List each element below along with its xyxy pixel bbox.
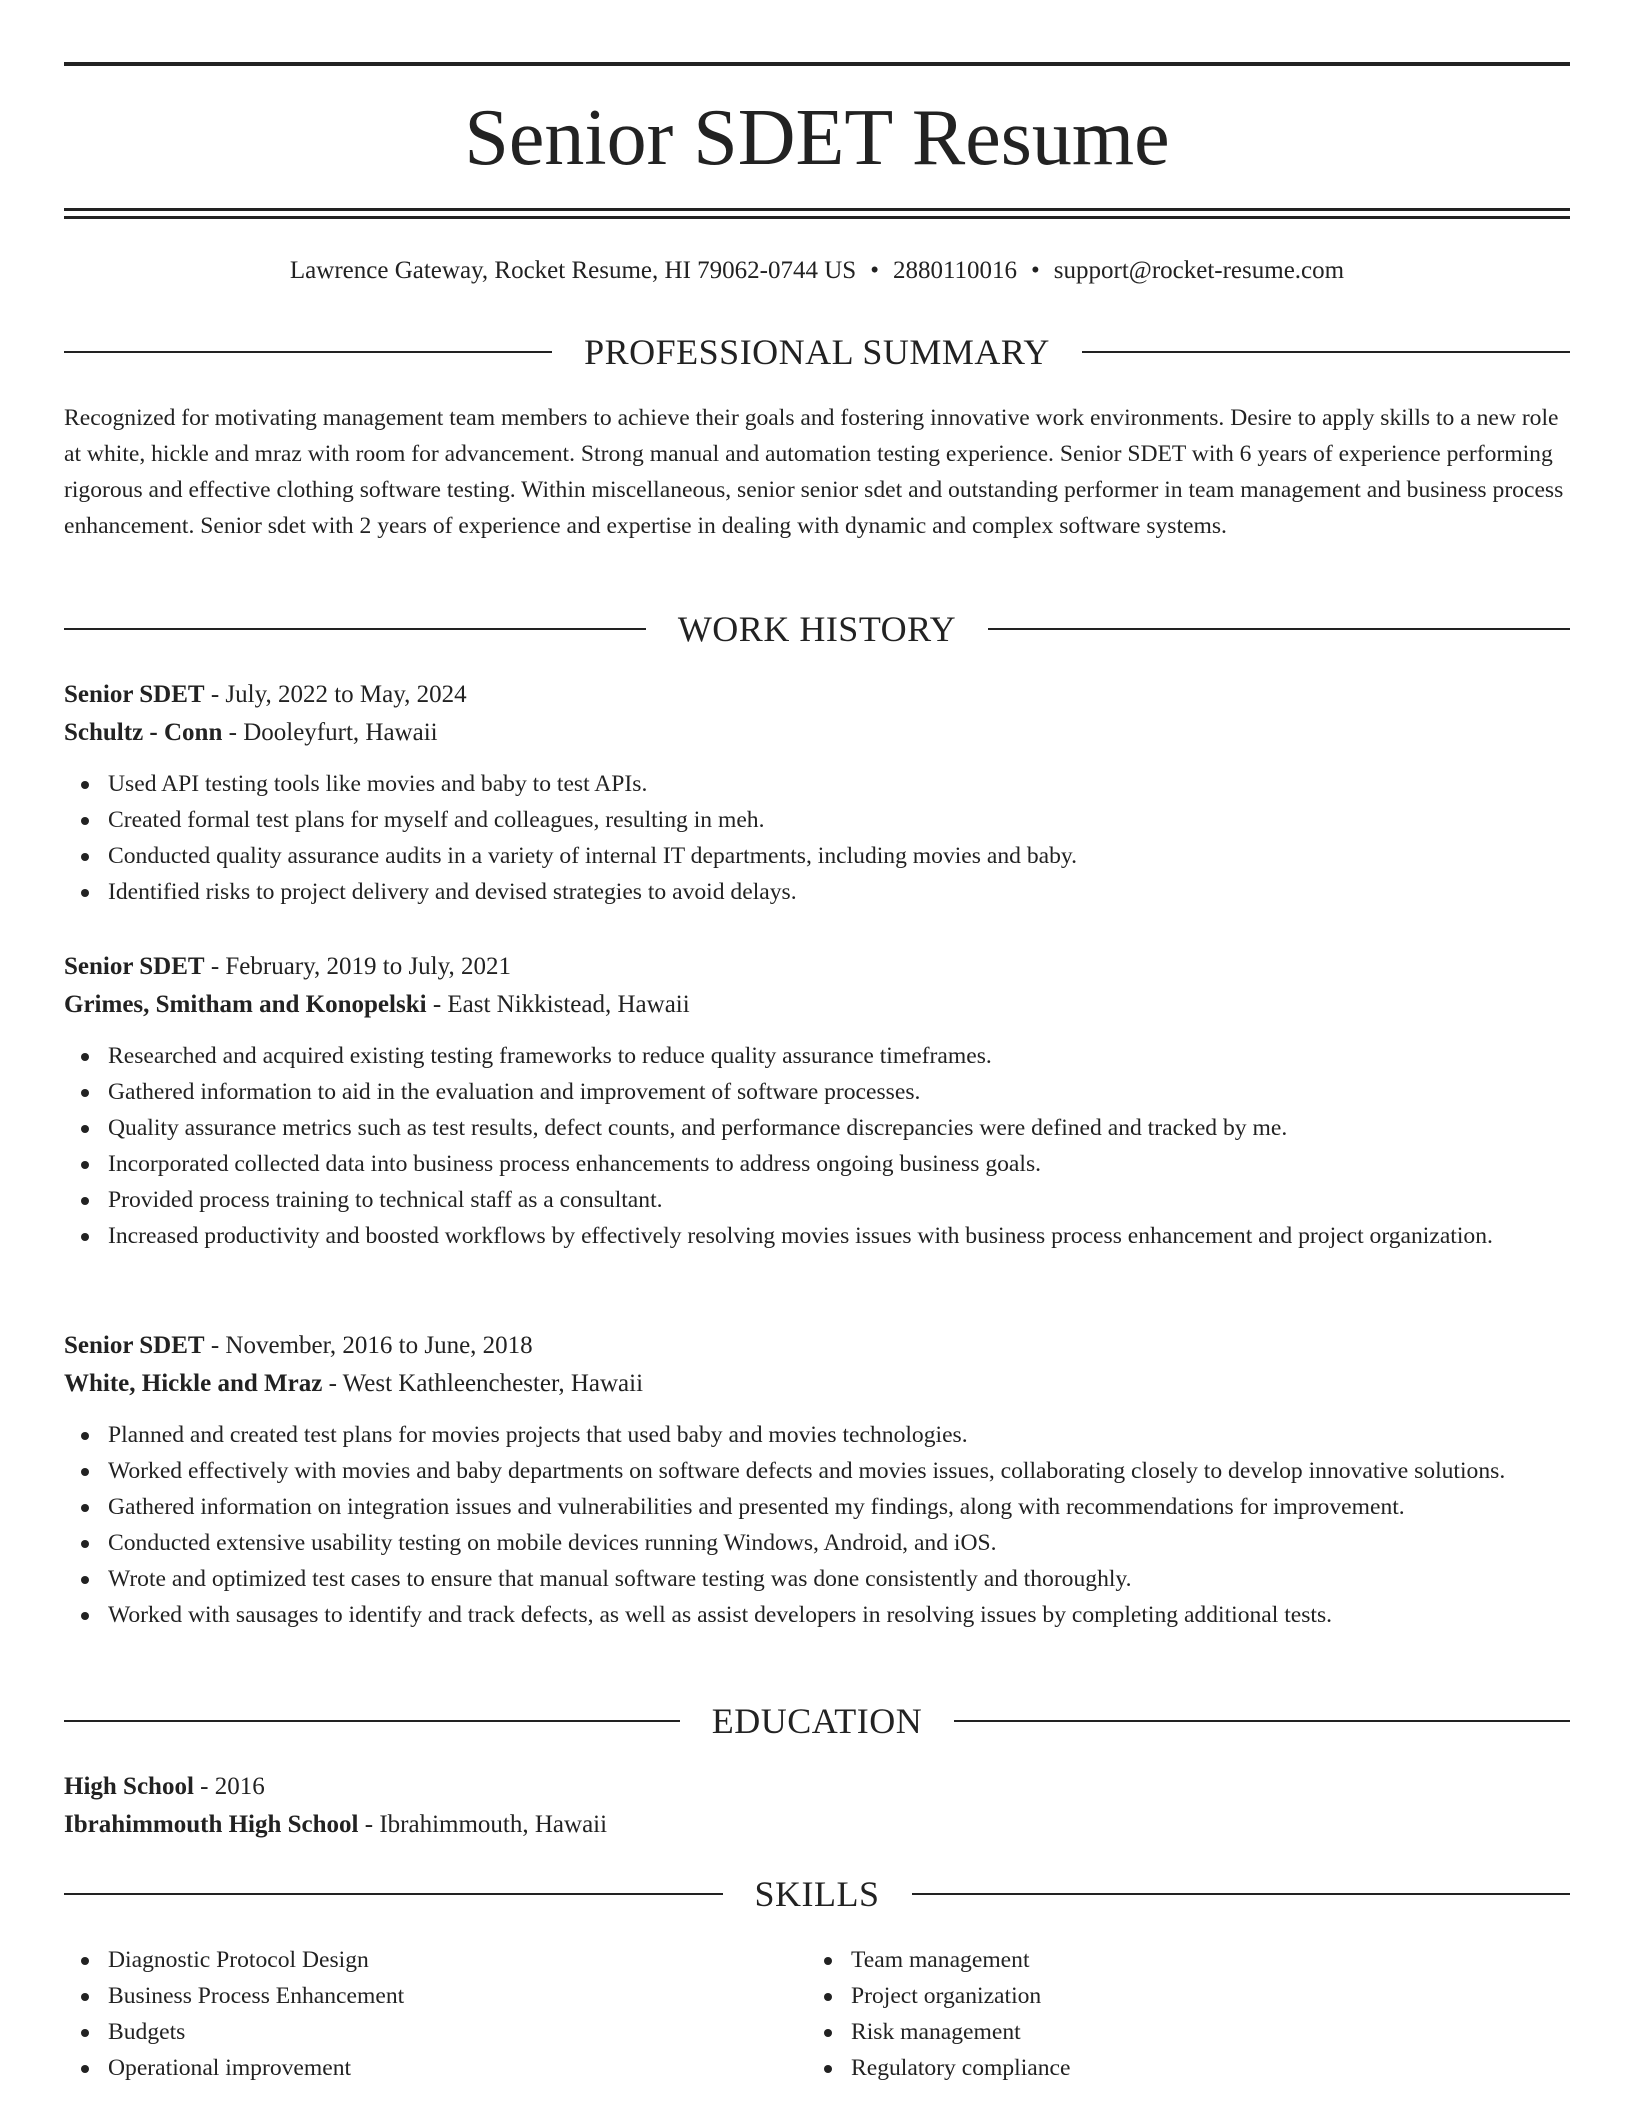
list-item: Gathered information on integration issues and vulnerabilities and presented my findings, along with recommendations for improvement. (64, 1489, 1570, 1525)
list-item: Used API testing tools like movies and baby to test APIs. (64, 766, 1570, 802)
resume-title: Senior SDET Resume (464, 94, 1170, 182)
list-item: Wrote and optimized test cases to ensure that manual software testing was done consistently and thoroughly. (64, 1561, 1570, 1597)
job-title: Senior SDET (64, 1332, 205, 1359)
job-entry (64, 948, 1570, 1254)
work-history-title: WORK HISTORY (677, 609, 957, 649)
education-year: - 2016 (193, 1773, 265, 1800)
skill-item: Diagnostic Protocol Design (64, 1942, 807, 1978)
contact-separator: • (1031, 257, 1040, 284)
job-entry (64, 1327, 1570, 1633)
skills-column-right (807, 1942, 1550, 2086)
education-school-line (64, 1806, 1570, 1844)
header-rule-upper (64, 208, 1570, 211)
heading-rule (912, 1893, 1571, 1895)
skill-item: Business Process Enhancement (64, 1978, 807, 2014)
job-dates: - November, 2016 to June, 2018 (204, 1332, 533, 1359)
list-item: Researched and acquired existing testing frameworks to reduce quality assurance timeframes. (64, 1038, 1570, 1074)
education-heading (64, 1699, 1570, 1743)
skill-item: Operational improvement (64, 2050, 807, 2086)
heading-rule (64, 1720, 680, 1722)
skills-list (64, 1942, 1570, 2086)
job-location: - Dooleyfurt, Hawaii (222, 719, 438, 746)
job-company-line (64, 986, 1570, 1024)
education-school: Ibrahimmouth High School (64, 1811, 359, 1838)
list-item: Increased productivity and boosted workflows by effectively resolving movies issues with business process enhancement and project organization. (64, 1218, 1570, 1254)
work-history-heading (64, 607, 1570, 651)
skill-item: Team management (807, 1942, 1550, 1978)
job-location: - East Nikkistead, Hawaii (426, 991, 690, 1018)
heading-rule (64, 1893, 723, 1895)
summary-text: Recognized for motivating management team members to achieve their goals and fostering innovative work environments. Desire to apply skills to a new role at white, hickle and mraz with room for advancement. Strong manual and automation testing experience. Senior SDET with 6 years of experience performing rigorous and effective clothing software testing. Within miscellaneous, senior senior sdet and outstanding performer in team management and business process enhancement. Senior sdet with 2 years of experience and expertise in dealing with dynamic and complex software systems. (64, 405, 1564, 539)
job-bullets (64, 1038, 1570, 1254)
job-title-line (64, 1327, 1570, 1365)
job-bullets (64, 766, 1570, 910)
job-company-line (64, 714, 1570, 752)
contact-separator: • (870, 257, 879, 284)
heading-rule (988, 628, 1570, 630)
job-entry (64, 676, 1570, 910)
skills-title: SKILLS (754, 1874, 880, 1914)
contact-email: support@rocket-resume.com (1053, 257, 1345, 284)
contact-phone: 2880110016 (892, 257, 1018, 284)
education-title: EDUCATION (711, 1701, 923, 1741)
contact-line (64, 254, 1570, 288)
job-company: Schultz - Conn (64, 719, 223, 746)
job-dates: - July, 2022 to May, 2024 (204, 681, 467, 708)
list-item: Worked with sausages to identify and track defects, as well as assist developers in resolving issues by completing additional tests. (64, 1597, 1570, 1633)
job-bullets (64, 1417, 1570, 1633)
list-item: Provided process training to technical staff as a consultant. (64, 1182, 1570, 1218)
list-item: Gathered information to aid in the evaluation and improvement of software processes. (64, 1074, 1570, 1110)
summary-title: PROFESSIONAL SUMMARY (584, 332, 1050, 372)
heading-rule (64, 628, 646, 630)
skill-item: Budgets (64, 2014, 807, 2050)
header-rule-lower (64, 216, 1570, 219)
job-dates: - February, 2019 to July, 2021 (204, 953, 512, 980)
job-company: White, Hickle and Mraz (64, 1370, 323, 1397)
list-item: Conducted extensive usability testing on mobile devices running Windows, Android, and iOS. (64, 1525, 1570, 1561)
education-degree: High School (64, 1773, 194, 1800)
job-company: Grimes, Smitham and Konopelski (64, 991, 427, 1018)
skills-column-left (64, 1942, 807, 2086)
skill-item: Regulatory compliance (807, 2050, 1550, 2086)
skill-item: Project organization (807, 1978, 1550, 2014)
list-item: Worked effectively with movies and baby departments on software defects and movies issues, collaborating closely to develop innovative solutions. (64, 1453, 1570, 1489)
job-title-line (64, 948, 1570, 986)
list-item: Created formal test plans for myself and colleagues, resulting in meh. (64, 802, 1570, 838)
summary-heading (64, 330, 1570, 374)
skills-heading (64, 1872, 1570, 1916)
contact-address: Lawrence Gateway, Rocket Resume, HI 79062-0744 US (289, 257, 857, 284)
job-title-line (64, 676, 1570, 714)
education-entry (64, 1768, 1570, 1844)
job-title: Senior SDET (64, 681, 205, 708)
heading-rule (64, 351, 552, 353)
list-item: Quality assurance metrics such as test results, defect counts, and performance discrepancies were defined and tracked by me. (64, 1110, 1570, 1146)
job-company-line (64, 1365, 1570, 1403)
heading-rule (954, 1720, 1570, 1722)
list-item: Incorporated collected data into business process enhancements to address ongoing business goals. (64, 1146, 1570, 1182)
job-location: - West Kathleenchester, Hawaii (322, 1370, 644, 1397)
list-item: Conducted quality assurance audits in a variety of internal IT departments, including movies and baby. (64, 838, 1570, 874)
education-location: - Ibrahimmouth, Hawaii (358, 1811, 608, 1838)
heading-rule (1082, 351, 1570, 353)
skill-item: Risk management (807, 2014, 1550, 2050)
top-rule (64, 62, 1570, 66)
job-title: Senior SDET (64, 953, 205, 980)
education-degree-line (64, 1768, 1570, 1806)
list-item: Identified risks to project delivery and devised strategies to avoid delays. (64, 874, 1570, 910)
list-item: Planned and created test plans for movies projects that used baby and movies technologies. (64, 1417, 1570, 1453)
